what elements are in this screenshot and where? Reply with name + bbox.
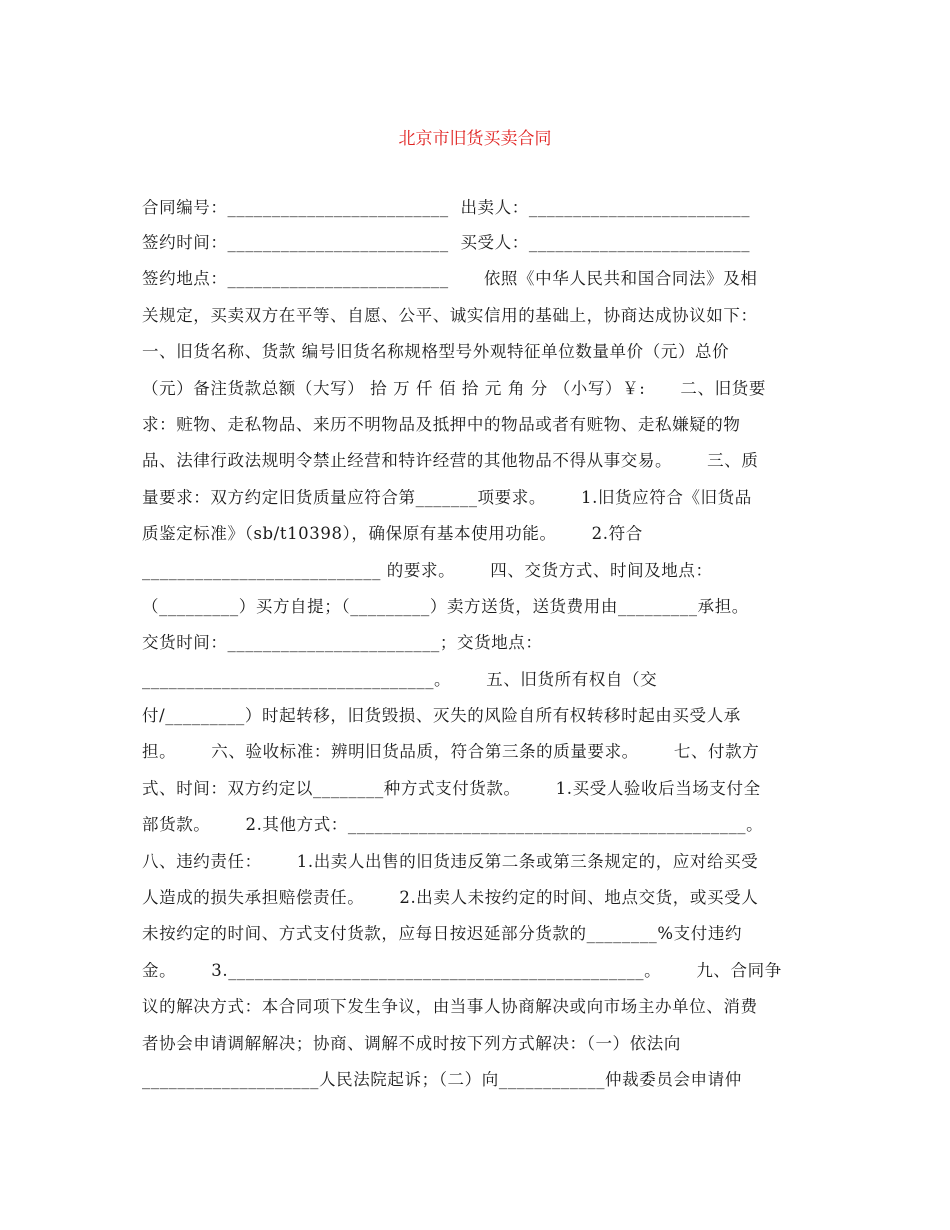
body-line: 担。 六、验收标准：辨明旧货品质，符合第三条的质量要求。 七、付款方	[142, 742, 760, 761]
body-line: 求：赃物、走私物品、来历不明物品及抵押中的物品或者有赃物、走私嫌疑的物	[142, 415, 741, 434]
body-line: 一、旧货名称、货款 编号旧货名称规格型号外观特征单位数量单价（元）总价	[142, 342, 730, 361]
body-line: 签约时间：_________________________ 买受人：_________________________	[142, 233, 751, 252]
contract-title: 北京市旧货买卖合同	[398, 129, 552, 149]
body-line: 签约地点：_________________________ 依照《中华人民共和国合同法》及相	[142, 269, 758, 288]
body-line: 金。 3._______________________________________________。 九、合同争	[142, 961, 782, 980]
body-line: 未按约定的时间、方式支付货款，应每日按迟延部分货款的________%支付违约	[142, 924, 743, 943]
body-line: ___________________________ 的要求。 四、交货方式、时间及地点：	[142, 561, 713, 580]
body-line: _________________________________。 五、旧货所有权自（交	[142, 670, 658, 689]
body-line: 质鉴定标准》（sb/t10398），确保原有基本使用功能。 2.符合	[142, 524, 643, 543]
body-line: 关规定，买卖双方在平等、自愿、公平、诚实信用的基础上，协商达成协议如下：	[142, 306, 758, 325]
body-line: ____________________人民法院起诉；（二）向____________仲裁委员会申请仲	[142, 1070, 742, 1089]
body-line: （_________）买方自提；（_________）卖方送货，送货费用由_________承担。	[142, 597, 749, 616]
body-line: 人造成的损失承担赔偿责任。 2.出卖人未按约定的时间、地点交货，或买受人	[142, 888, 759, 907]
body-line: 者协会申请调解解决；协商、调解不成时按下列方式解决：（一）依法向	[142, 1034, 681, 1053]
body-line: 八、违约责任： 1.出卖人出售的旧货违反第二条或第三条规定的，应对给买受	[142, 852, 759, 871]
body-line: 部货款。 2.其他方式：_____________________________________________。	[142, 815, 764, 834]
body-line: 议的解决方式：本合同项下发生争议，由当事人协商解决或向市场主办单位、消费	[142, 997, 758, 1016]
body-line: 交货时间：________________________；交货地点：	[142, 633, 543, 652]
body-line: 式、时间：双方约定以________种方式支付货款。 1.买受人验收后当场支付全	[142, 779, 761, 798]
body-line: 合同编号：_________________________ 出卖人：_________________________	[142, 198, 751, 217]
body-line: 品、法律行政法规明令禁止经营和特许经营的其他物品不得从事交易。 三、质	[142, 451, 759, 470]
body-line: （元）备注货款总额（大写） 拾 万 仟 佰 拾 元 角 分 （小写）￥: 二、旧货要	[142, 379, 766, 398]
body-line: 付/_________）时起转移，旧货毁损、灭失的风险自所有权转移时起由买受人承	[142, 706, 741, 725]
body-line: 量要求：双方约定旧货质量应符合第_______项要求。 1.旧货应符合《旧货品	[142, 488, 752, 507]
